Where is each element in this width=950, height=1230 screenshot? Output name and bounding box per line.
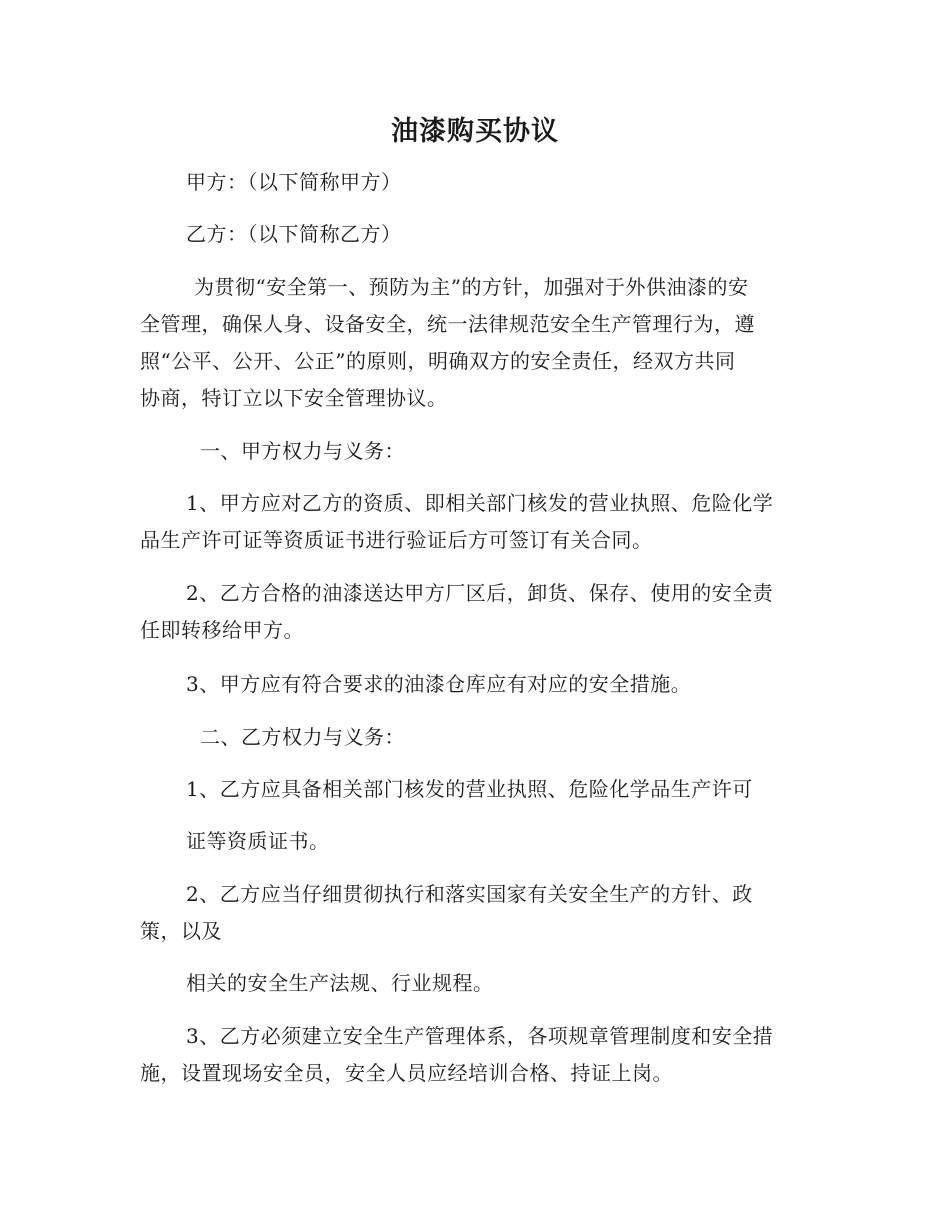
preamble-line: 协商，特订立以下安全管理协议。 <box>140 386 448 410</box>
clause-line: 施，设置现场安全员，安全人员应经培训合格、持证上岗。 <box>140 1061 673 1085</box>
preamble-line: 照“公平、公开、公正”的原则，明确双方的安全责任，经双方共同 <box>140 349 736 373</box>
preamble-line: 全管理，确保人身、设备安全，统一法律规范安全生产管理行为，遵 <box>140 312 755 336</box>
clause-line: 品生产许可证等资质证书进行验证后方可签订有关合同。 <box>140 528 653 552</box>
clause-line: 2、乙方合格的油漆送达甲方厂区后，卸货、保存、使用的安全责 <box>186 581 774 605</box>
clause-line: 相关的安全生产法规、行业规程。 <box>186 971 494 995</box>
section1-item-3: 3、甲方应有符合要求的油漆仓库应有对应的安全措施。 <box>186 672 692 696</box>
document-title: 油漆购买协议 <box>391 116 559 147</box>
clause-line: 3、乙方必须建立安全生产管理体系，各项规章管理制度和安全措 <box>186 1024 774 1048</box>
clause-line: 1、乙方应具备相关部门核发的营业执照、危险化学品生产许可 <box>186 777 753 801</box>
section-heading-party-a: 一、甲方权力与义务： <box>200 439 405 463</box>
clause-line: 策，以及 <box>140 919 222 943</box>
clause-line: 2、乙方应当仔细贯彻执行和落实国家有关安全生产的方针、政 <box>186 882 753 906</box>
party-b-line: 乙方：（以下简称乙方） <box>186 222 402 246</box>
clause-line: 1、甲方应对乙方的资质、即相关部门核发的营业执照、危险化学 <box>186 491 774 515</box>
party-a-line: 甲方：（以下简称甲方） <box>186 170 402 194</box>
clause-line: 证等资质证书。 <box>186 829 330 853</box>
clause-line: 任即转移给甲方。 <box>140 618 304 642</box>
preamble-line: 为贯彻“安全第一、预防为主”的方针，加强对于外供油漆的安 <box>194 275 749 299</box>
section-heading-party-b: 二、乙方权力与义务： <box>200 725 405 749</box>
